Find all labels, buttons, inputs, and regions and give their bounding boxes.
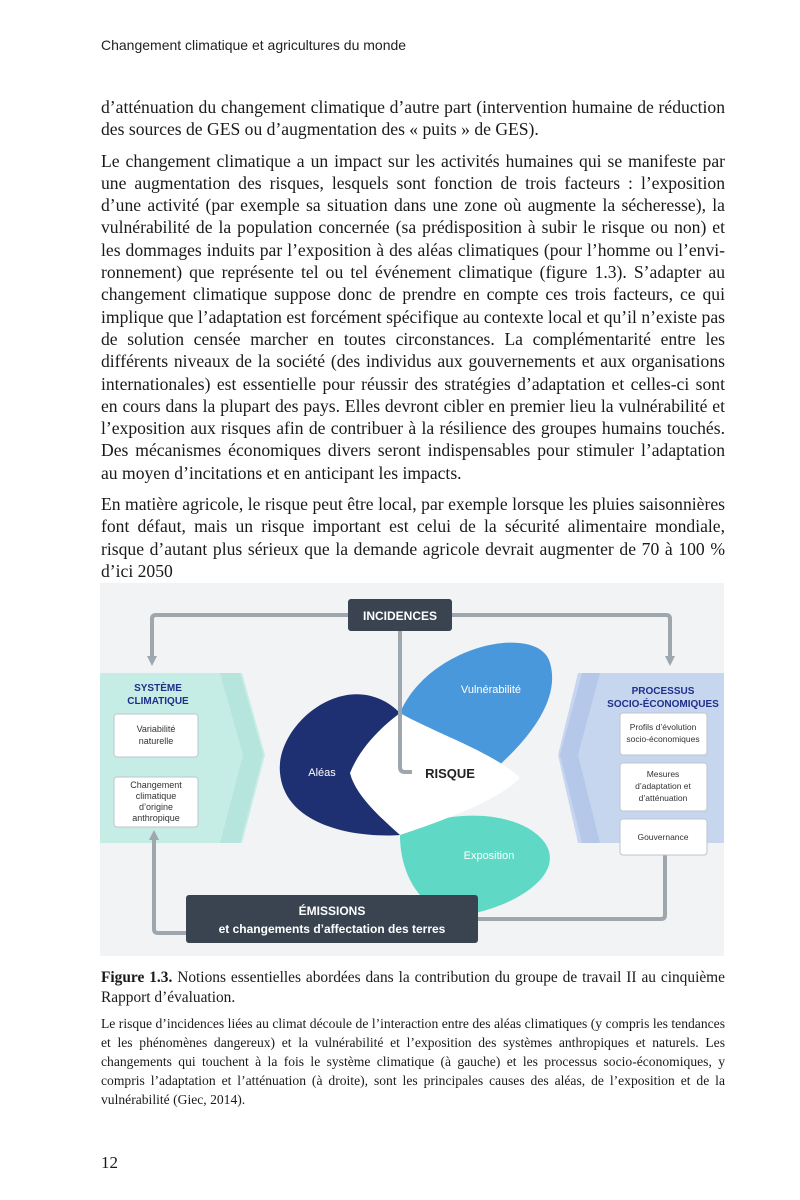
- socio-processes-title-line1: PROCESSUS: [631, 686, 695, 697]
- natural-variability-line2: naturelle: [138, 736, 174, 746]
- exposure-label: Exposition: [463, 850, 515, 862]
- anthropogenic-change-line2: climatique: [135, 791, 177, 801]
- emissions-line2: et changements d’affectation des terres: [218, 922, 446, 936]
- hazards-label: Aléas: [308, 767, 336, 779]
- figure-caption: [101, 968, 725, 1008]
- adaptation-measures-line2: d’adaptation et: [635, 781, 691, 791]
- socio-processes-title-line2: SOCIO-ÉCONOMIQUES: [607, 699, 719, 710]
- paragraph: d’atténuation du changement climatique d’autre part (intervention humaine de réduction des sources de GES ou d’augmentation des « puits » de GES).: [101, 97, 725, 140]
- governance-label: Gouvernance: [637, 832, 689, 842]
- risk-label: RISQUE: [425, 766, 475, 781]
- socio-profiles-line2: socio-économiques: [626, 734, 700, 744]
- climate-system-title-line2: CLIMATIQUE: [127, 696, 189, 707]
- paragraph: Le changement climatique a un impact sur les activités humaines qui se manifeste par une augmentation des risques, lesquels sont fonction de trois facteurs : l’exposition d’une activité (par exemple sa situation dans une zone où augmente la sécheresse), la vulnérabilité de la population concernée (sa prédisposition à subir le risque ou non) et les dommages induits par l’exposition à des aléas climatiques (pour l’homme ou l’environnement) que représente tel ou tel événement climatique (figure 1.3). S’adapter au changement climatique suppose donc de prendre en compte ces trois facteurs, ce qui implique que l’adaptation est forcément spécifique au contexte local et qu’il n’existe pas de solution censée marcher en toutes circonstances. La complémentarité entre les différents niveaux de la société (des individus aux gouvernements et aux organisations internationales) est essentielle pour réussir des stratégies d’adaptation et celles-ci sont en cours dans la plupart des pays. Elles devront cibler en premier lieu la vulnérabilité et l’exposition aux risques afin de contribuer à la résilience des groupes humains touchés. Des mécanismes économiques divers seront indispensables pour stimuler l’adaptation au moyen d’incitations et en anticipant les impacts.: [101, 150, 725, 483]
- incidences-label: INCIDENCES: [362, 609, 438, 623]
- figure-risk-diagram: [100, 583, 724, 956]
- running-header: Changement climatique et agricultures du monde: [101, 37, 407, 53]
- climate-system-title-line1: SYSTÈME: [134, 683, 182, 694]
- socio-profiles-line1: Profils d’évolution: [629, 722, 697, 732]
- anthropogenic-change-line3: d’origine: [138, 802, 174, 812]
- page-number: 12: [101, 1153, 118, 1172]
- paragraph: En matière agricole, le risque peut être local, par exemple lorsque les pluies saisonnières font défaut, mais un risque important est celui de la sécurité alimentaire mondiale, risque d’autant plus sérieux que la demande agricole devrait augmenter de 70 à 100 % d’ici 2050: [101, 494, 725, 581]
- adaptation-measures-line1: Mesures: [646, 769, 680, 779]
- connector-arrow-emissions: [154, 835, 186, 933]
- caption-note: Le risque d’incidences liées au climat découle de l’interaction entre des aléas climatiques (y compris les tendances et les phénomènes dangereux) et la vulnérabilité et l’exposition des systèmes anthropiques et naturels. Les changements qui touchent à la fois le système climatique (à gauche) et les processus socio-économiques, y compris l’adaptation et l’atténuation (à droite), sont les principales causes des aléas, de l’exposition et de la vulnérabilité (Giec, 2014).: [101, 1016, 725, 1107]
- adaptation-measures-line3: d’atténuation: [638, 793, 688, 803]
- anthropogenic-change-line1: Changement: [130, 780, 182, 790]
- emissions-line1: ÉMISSIONS: [298, 904, 366, 918]
- vulnerability-label: Vulnérabilité: [460, 684, 522, 696]
- natural-variability-line1: Variabilité: [136, 724, 176, 734]
- caption-text: Notions essentielles abordées dans la contribution du groupe de travail II au cinquième Rapport d’évaluation.: [101, 969, 725, 1006]
- anthropogenic-change-line4: anthropique: [132, 813, 180, 823]
- caption-label: Figure 1.3.: [101, 969, 173, 986]
- connector-arrow-left: [152, 615, 348, 661]
- body-text: [101, 96, 725, 582]
